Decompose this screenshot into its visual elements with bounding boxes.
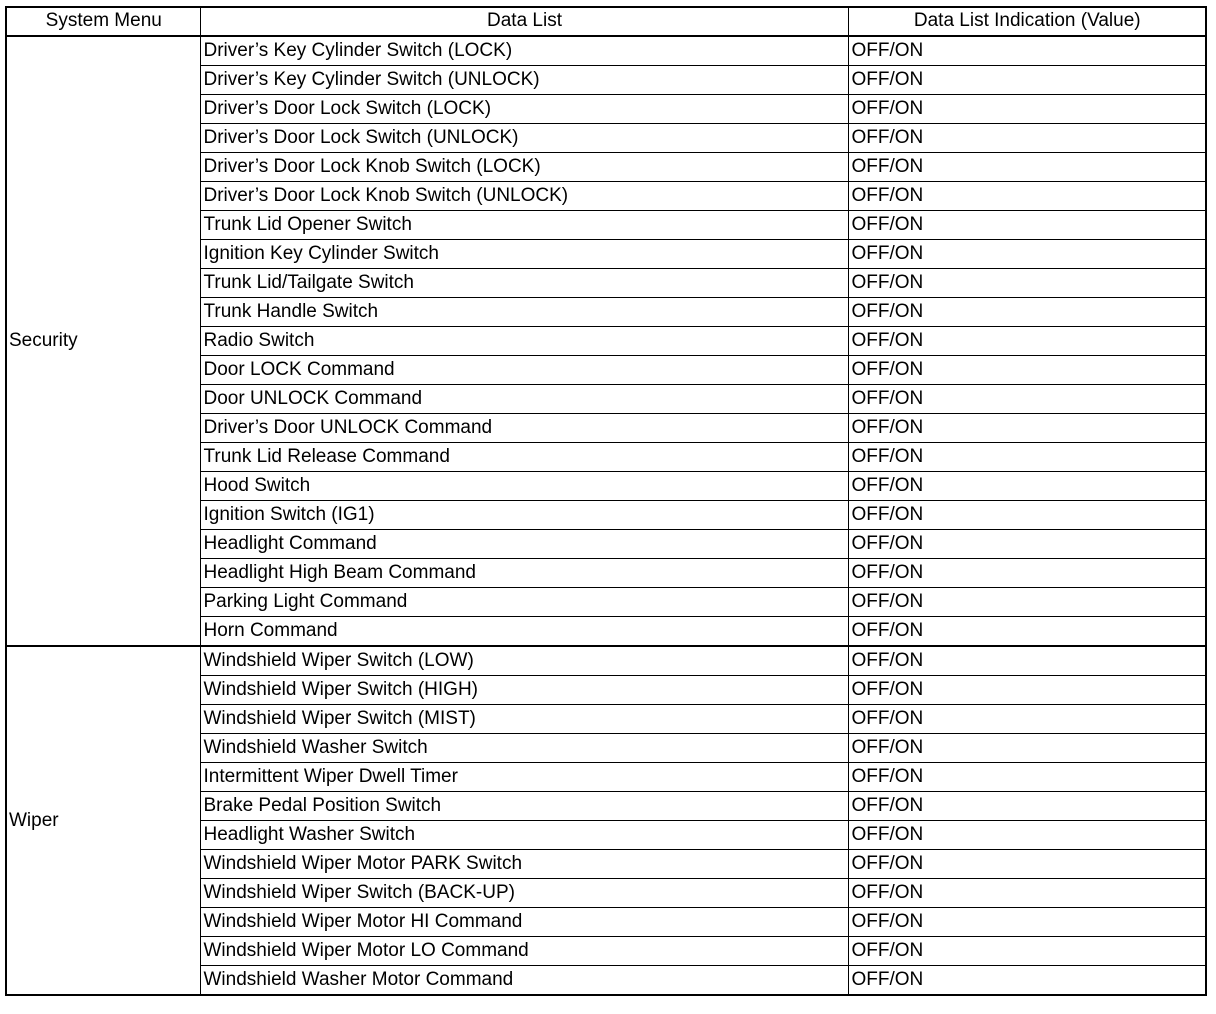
data-list-item: Driver’s Door Lock Knob Switch (LOCK): [200, 153, 848, 182]
table-row: [6, 36, 1206, 66]
data-list-item: Intermittent Wiper Dwell Timer: [200, 763, 848, 792]
data-list-value: OFF/ON: [848, 443, 1206, 472]
data-list-value: OFF/ON: [848, 705, 1206, 734]
data-list-item: Trunk Lid Release Command: [200, 443, 848, 472]
data-list-value: OFF/ON: [848, 792, 1206, 821]
data-list-item: Headlight High Beam Command: [200, 559, 848, 588]
data-list-item: Door LOCK Command: [200, 356, 848, 385]
data-list-value: OFF/ON: [848, 850, 1206, 879]
data-list-item: Headlight Washer Switch: [200, 821, 848, 850]
table-body: [6, 36, 1206, 995]
header-system-menu: System Menu: [6, 7, 200, 36]
data-list-value: OFF/ON: [848, 240, 1206, 269]
data-list-item: Brake Pedal Position Switch: [200, 792, 848, 821]
data-list-value: OFF/ON: [848, 472, 1206, 501]
data-list-value: OFF/ON: [848, 269, 1206, 298]
data-list-item: Windshield Wiper Motor HI Command: [200, 908, 848, 937]
data-list-value: OFF/ON: [848, 298, 1206, 327]
data-list-value: OFF/ON: [848, 879, 1206, 908]
data-list-value: OFF/ON: [848, 734, 1206, 763]
data-list-item: Trunk Lid Opener Switch: [200, 211, 848, 240]
data-list-value: OFF/ON: [848, 966, 1206, 996]
header-row: [6, 7, 1206, 36]
data-list-value: OFF/ON: [848, 908, 1206, 937]
header-indication: Data List Indication (Value): [848, 7, 1206, 36]
data-list-item: Windshield Washer Switch: [200, 734, 848, 763]
data-list-item: Driver’s Key Cylinder Switch (LOCK): [200, 36, 848, 66]
data-list-item: Trunk Handle Switch: [200, 298, 848, 327]
system-menu-cell: Wiper: [6, 646, 200, 995]
data-list-item: Windshield Wiper Motor LO Command: [200, 937, 848, 966]
data-list-value: OFF/ON: [848, 66, 1206, 95]
data-list-value: OFF/ON: [848, 182, 1206, 211]
data-list-item: Windshield Wiper Switch (HIGH): [200, 676, 848, 705]
data-list-value: OFF/ON: [848, 937, 1206, 966]
data-list-value: OFF/ON: [848, 385, 1206, 414]
data-list-value: OFF/ON: [848, 763, 1206, 792]
data-list-item: Windshield Wiper Switch (LOW): [200, 646, 848, 676]
data-list-value: OFF/ON: [848, 530, 1206, 559]
data-list-table: [5, 6, 1207, 996]
data-list-item: Driver’s Door UNLOCK Command: [200, 414, 848, 443]
data-list-value: OFF/ON: [848, 559, 1206, 588]
data-list-value: OFF/ON: [848, 124, 1206, 153]
data-list-item: Parking Light Command: [200, 588, 848, 617]
data-list-item: Hood Switch: [200, 472, 848, 501]
data-list-item: Windshield Wiper Motor PARK Switch: [200, 850, 848, 879]
data-list-value: OFF/ON: [848, 414, 1206, 443]
data-list-item: Trunk Lid/Tailgate Switch: [200, 269, 848, 298]
data-list-value: OFF/ON: [848, 676, 1206, 705]
data-list-value: OFF/ON: [848, 95, 1206, 124]
data-list-value: OFF/ON: [848, 588, 1206, 617]
table-row: [6, 646, 1206, 676]
data-list-value: OFF/ON: [848, 327, 1206, 356]
data-list-item: Door UNLOCK Command: [200, 385, 848, 414]
data-list-item: Ignition Key Cylinder Switch: [200, 240, 848, 269]
header-data-list: Data List: [200, 7, 848, 36]
data-list-value: OFF/ON: [848, 646, 1206, 676]
data-list-value: OFF/ON: [848, 821, 1206, 850]
data-list-item: Horn Command: [200, 617, 848, 647]
data-list-item: Windshield Wiper Switch (MIST): [200, 705, 848, 734]
data-list-value: OFF/ON: [848, 617, 1206, 647]
data-list-value: OFF/ON: [848, 36, 1206, 66]
data-list-item: Driver’s Key Cylinder Switch (UNLOCK): [200, 66, 848, 95]
data-list-value: OFF/ON: [848, 501, 1206, 530]
data-list-item: Windshield Wiper Switch (BACK-UP): [200, 879, 848, 908]
data-list-value: OFF/ON: [848, 153, 1206, 182]
data-list-item: Ignition Switch (IG1): [200, 501, 848, 530]
data-list-item: Headlight Command: [200, 530, 848, 559]
data-list-item: Radio Switch: [200, 327, 848, 356]
system-menu-cell: Security: [6, 36, 200, 646]
data-list-value: OFF/ON: [848, 356, 1206, 385]
data-list-value: OFF/ON: [848, 211, 1206, 240]
data-list-item: Driver’s Door Lock Knob Switch (UNLOCK): [200, 182, 848, 211]
data-list-item: Driver’s Door Lock Switch (LOCK): [200, 95, 848, 124]
data-list-item: Windshield Washer Motor Command: [200, 966, 848, 996]
data-list-item: Driver’s Door Lock Switch (UNLOCK): [200, 124, 848, 153]
